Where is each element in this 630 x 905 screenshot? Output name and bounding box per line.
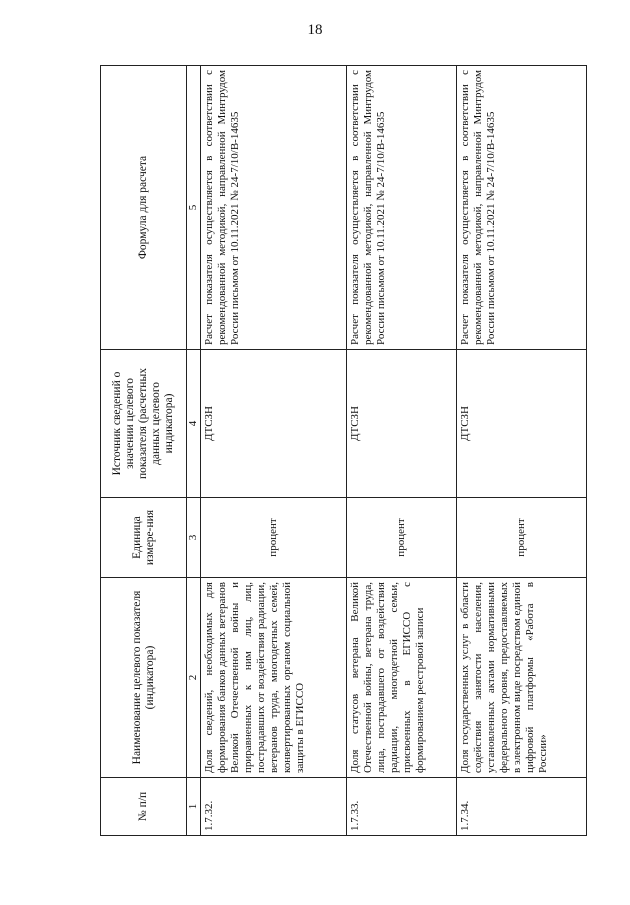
indicators-table	[100, 65, 587, 836]
table-row	[347, 66, 457, 836]
calculation-formula: Расчет показателя осуществляется в соответствии с рекомендованной методикой, направленной Минтрудом России письмом от 10.11.2021 № 24-7/10/В-14635	[457, 66, 587, 350]
data-source: ДТСЗН	[457, 350, 587, 498]
data-source: ДТСЗН	[201, 350, 347, 498]
row-number: 1.7.34.	[457, 778, 587, 836]
header-name: Наименование целевого показателя (индикатора)	[101, 578, 187, 778]
header-formula: Формула для расчета	[101, 66, 187, 350]
calculation-formula: Расчет показателя осуществляется в соответствии с рекомендованной методикой, направленной Минтрудом России письмом от 10.11.2021 № 24-7/10/В-14635	[201, 66, 347, 350]
indicator-name: Доля сведений, необходимых для формирования банков данных ветеранов Великой Отечественной войны и приравненных к ним лиц, лиц, пострадавших от воздействия радиации, ветеранов труда, многодетных семей, конвертированных органом социальной защиты в ЕГИССО	[201, 578, 347, 778]
data-source: ДТСЗН	[347, 350, 457, 498]
column-number: 3	[187, 498, 201, 578]
unit-of-measure: процент	[201, 498, 347, 578]
column-number: 1	[187, 778, 201, 836]
column-number: 4	[187, 350, 201, 498]
indicators-table-frame	[100, 66, 549, 836]
unit-of-measure: процент	[347, 498, 457, 578]
table-header-row	[101, 66, 187, 836]
header-number: № п/п	[101, 778, 187, 836]
unit-of-measure: процент	[457, 498, 587, 578]
row-number: 1.7.32.	[201, 778, 347, 836]
table-row	[457, 66, 587, 836]
column-number: 5	[187, 66, 201, 350]
row-number: 1.7.33.	[347, 778, 457, 836]
table-row	[201, 66, 347, 836]
indicator-name: Доля статусов ветерана Великой Отечественной войны, ветерана труда, лица, пострадавшего от воздействия радиации, многодетной семьи, присвоенных в ЕГИССО с формированием реестровой записи	[347, 578, 457, 778]
calculation-formula: Расчет показателя осуществляется в соответствии с рекомендованной методикой, направленной Минтрудом России письмом от 10.11.2021 № 24-7/10/В-14635	[347, 66, 457, 350]
column-number-row	[187, 66, 201, 836]
header-unit: Единица измере-ния	[101, 498, 187, 578]
indicator-name: Доля государственных услуг в области содействия занятости населения, установленных актами нормативными федерального уровня, предоставляемых в электронном виде посредством единой цифровой платформы «Работа в России»	[457, 578, 587, 778]
header-source: Источник сведений о значении целевого показателя (расчетных данных целевого индикатора)	[101, 350, 187, 498]
page-number: 18	[307, 22, 323, 38]
column-number: 2	[187, 578, 201, 778]
